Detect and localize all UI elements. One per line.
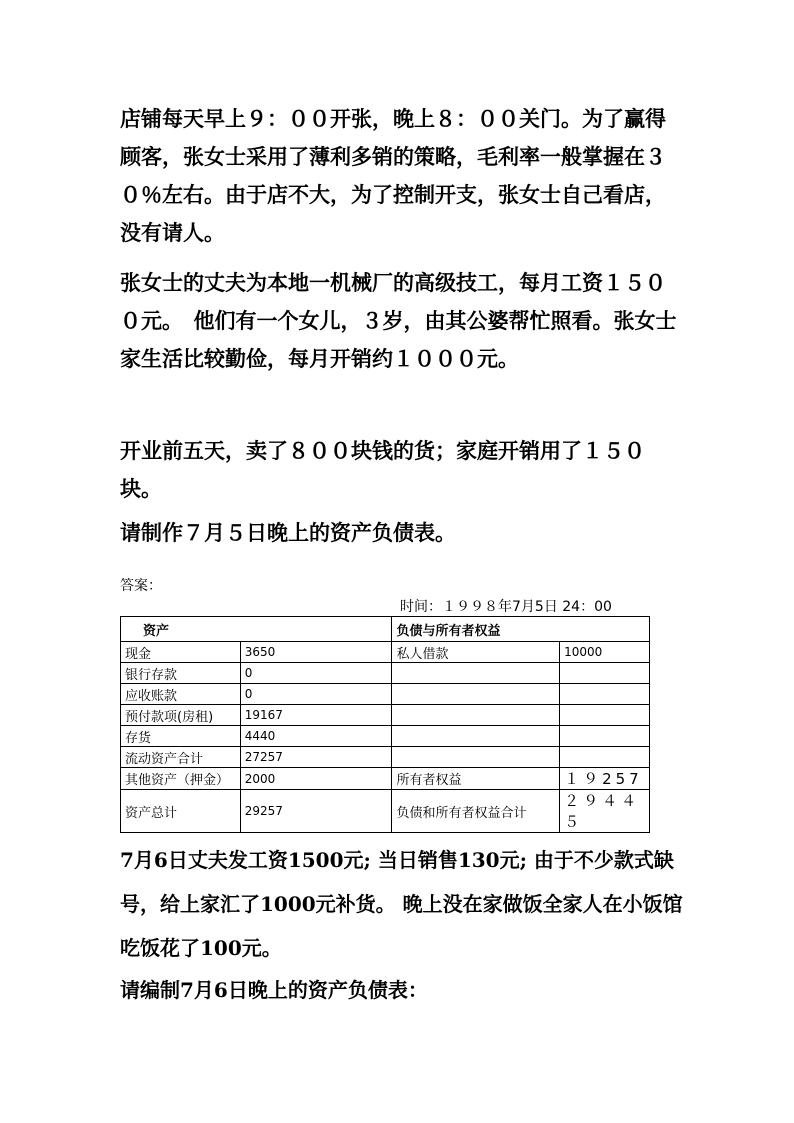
paragraph-first-five-days: 开业前五天，卖了８００块钱的货；家庭开销用了１５０块。 [120,438,645,501]
asset-label: 预付款项(房租) [121,705,241,726]
table-header-row [121,617,650,642]
sheet-timestamp: 时间：１９９８年7月5日 24：00 [400,599,612,615]
asset-value: 27257 [240,747,392,768]
table-row [121,726,650,747]
liability-value: 10000 [560,642,650,663]
paragraph-task-july5: 请制作７月５日晚上的资产负债表。 [120,520,456,545]
balance-sheet-table [120,616,650,833]
asset-label: 存货 [121,726,241,747]
liability-value: ２９４４５ [560,790,650,833]
table-row [121,747,650,768]
asset-label: 应收账款 [121,684,241,705]
liability-label: 所有者权益 [392,768,560,790]
assets-header: 资产 [121,617,392,642]
paragraph-july6-events: 7月6日丈夫发工资1500元; 当日销售130元; 由于不少款式缺号，给上家汇了1000元补货。 晚上没在家做饭全家人在小饭馆吃饭花了100元。 [120,848,683,960]
asset-label: 资产总计 [121,790,241,833]
liability-label [392,747,560,768]
paragraph-task-july6: 请编制7月6日晚上的资产负债表： [120,978,428,1002]
table-row [121,705,650,726]
table-row [121,768,650,790]
asset-value: 0 [240,684,392,705]
asset-value: 2000 [240,768,392,790]
liability-label [392,726,560,747]
liabilities-equity-header: 负债与所有者权益 [392,617,650,642]
asset-label: 其他资产（押金） [121,768,241,790]
asset-label: 银行存款 [121,663,241,684]
paragraph-store-hours: 店铺每天早上９：００开张，晚上８：００关门。为了赢得顾客，张女士采用了薄利多销的策略，毛利率一般掌握在３０％左右。由于店不大，为了控制开支，张女士自己看店，没有请人。 [120,106,666,245]
table-row [121,684,650,705]
paragraph-husband-income: 张女士的丈夫为本地一机械厂的高级技工，每月工资１５００元。 他们有一个女儿，３岁，由其公婆帮忙照看。张女士家生活比较勤俭，每月开销约１０００元。 [120,270,677,371]
liability-label: 私人借款 [392,642,560,663]
liability-value [560,684,650,705]
liability-label [392,705,560,726]
asset-value: 0 [240,663,392,684]
liability-value: １９257 [560,768,650,790]
asset-value: 3650 [240,642,392,663]
table-row [121,663,650,684]
liability-value [560,705,650,726]
liability-label [392,684,560,705]
table-row [121,790,650,833]
liability-value [560,663,650,684]
asset-value: 4440 [240,726,392,747]
liability-label [392,663,560,684]
asset-value: 19167 [240,705,392,726]
asset-label: 流动资产合计 [121,747,241,768]
asset-label: 现金 [121,642,241,663]
answer-label: 答案： [120,578,162,594]
liability-value [560,747,650,768]
asset-value: 29257 [240,790,392,833]
table-row [121,642,650,663]
liability-label: 负债和所有者权益合计 [392,790,560,833]
liability-value [560,726,650,747]
